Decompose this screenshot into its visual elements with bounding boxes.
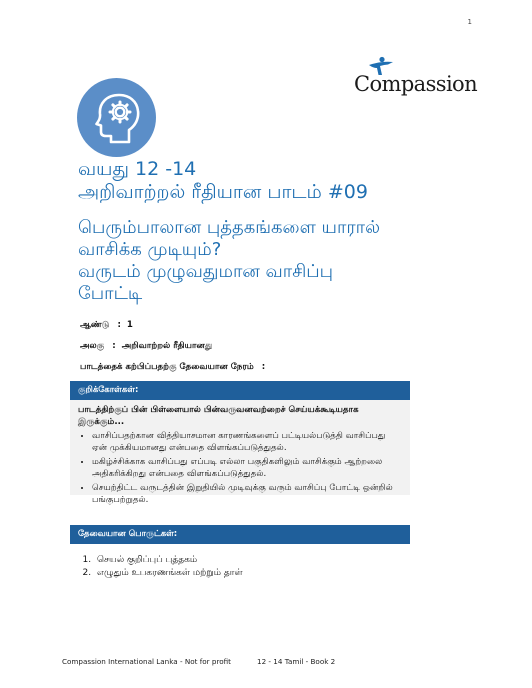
lesson-title-line: போட்டி (78, 283, 143, 304)
compassion-logo (352, 56, 478, 100)
objective-item: • வாசிப்பதற்கான வித்தியாசமான காரணங்களைப் பட்டியல்படுத்தி வாசிப்பது ஏன் முக்கியமானது என்பதை விளங்கப்படுத்துதல். (92, 430, 398, 454)
objectives-heading: குறிக்கோள்கள்: (70, 381, 410, 400)
lesson-subtitle: அறிவாற்றல் ரீதியான பாடம் #09 (78, 181, 368, 203)
head-gear-icon (77, 78, 156, 157)
lesson-title-line: பெரும்பாலான புத்தகங்களை யாரால் (78, 217, 381, 238)
year-value: 1 (126, 320, 133, 330)
unit-value: அறிவாற்றல் ரீதியானது (121, 341, 213, 351)
footer-book-info: 12 - 14 Tamil - Book 2 (257, 657, 336, 666)
lesson-title-line: வருடம் முழுவதுமான வாசிப்பு (78, 261, 334, 282)
time-label: பாடத்தைக் கற்பிப்பதற்கு தேவையான நேரம் (80, 362, 254, 372)
objectives-box (70, 400, 410, 505)
objective-item: • செயற்திட்ட வருடத்தின் இறுதியில் முடிவுக்கு வரும் வாசிப்பு போட்டி ஒன்றில் பங்குபற்றுதல். (92, 482, 398, 506)
lesson-header (78, 158, 478, 305)
year-row: ஆண்டு : 1 (80, 320, 133, 330)
unit-row: அலகு : அறிவாற்றல் ரீதியானது (80, 341, 213, 351)
objectives-list (78, 430, 398, 506)
footer-organization: Compassion International Lanka - Not for profit (62, 657, 231, 666)
age-range: வயது 12 -14 (78, 158, 197, 180)
materials-heading: தேவையான பொருட்கள்: (70, 525, 410, 544)
objective-item: • மகிழ்ச்சிக்காக வாசிப்பது எப்படி எல்லா பகுதிகளிலும் வாசிக்கும் ஆற்றலை அதிகரிக்கிறது என்பதை விளங்கப்படுத்துதல். (92, 456, 398, 480)
logo-text: Compassion (354, 72, 478, 96)
material-item: 2. எழுதும் உபகரணங்கள் மற்றும் தாள் (94, 567, 243, 580)
lesson-title-line: வாசிக்க முடியும்? (78, 239, 222, 260)
page-number: 1 (467, 18, 472, 26)
materials-list (78, 554, 243, 580)
objectives-intro: பாடத்திற்குப் பின் பிள்ளையால் பின்வருவனவற்றைச் செய்யக்கூடியதாக இருக்கும்... (78, 405, 359, 427)
material-item: 1. செயல் குறிப்புப் புத்தகம் (94, 554, 243, 567)
year-label: ஆண்டு (80, 320, 110, 330)
lesson-title (78, 217, 478, 305)
time-row: பாடத்தைக் கற்பிப்பதற்கு தேவையான நேரம் : (80, 362, 266, 372)
unit-label: அலகு (80, 341, 105, 351)
